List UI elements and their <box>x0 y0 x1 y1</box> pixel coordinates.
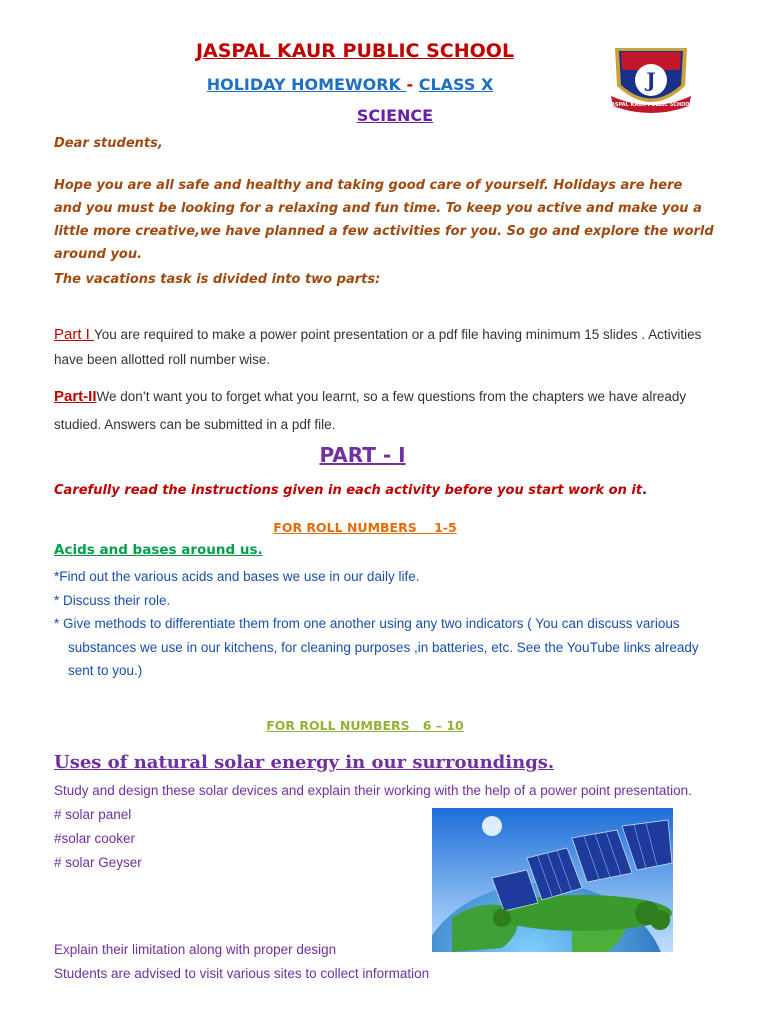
logo-letter: J <box>646 68 656 92</box>
homework-class-line <box>0 75 700 94</box>
part2-text: We don’t want you to forget what you learnt, so a few questions from the chapters we have already studied. Answers can be submitted in a pdf file. <box>54 389 687 432</box>
part2-label: Part-II <box>54 388 97 405</box>
part1-label: Part I <box>54 326 95 343</box>
part1-description <box>54 322 714 372</box>
list-item: *Find out the various acids and bases we use in our daily life. <box>54 569 420 584</box>
advice-text: Students are advised to visit various sites to collect information <box>54 966 430 981</box>
careful-text: Carefully read the instructions given in each activity before you start work on it <box>54 483 643 498</box>
homework-dash: - <box>406 75 414 94</box>
roll-heading-1-5: FOR ROLL NUMBERS 1-5 <box>273 520 457 535</box>
part2-description <box>54 383 714 439</box>
intro-paragraph: Hope you are all safe and healthy and taking good care of yourself. Holidays are here and you must be looking for a relaxing and fun time. To keep you active and make you a little more creative,we have planned a few activities for you. So go and explore the world around you. <box>54 178 714 262</box>
logo-text: JASPAL KAUR PUBLIC SCHOOL <box>609 102 693 108</box>
school-title: JASPAL KAUR PUBLIC SCHOOL <box>195 40 515 62</box>
list-item: # solar Geyser <box>54 855 142 870</box>
acids-bases-title: Acids and bases around us. <box>54 542 263 558</box>
solar-energy-title: Uses of natural solar energy in our surroundings. <box>54 752 555 773</box>
solar-panels-earth-image <box>432 808 673 952</box>
greeting: Dear students, <box>54 136 163 151</box>
part1-text: You are required to make a power point presentation or a pdf file having minimum 15 slides . Activities have been allotted roll number wise. <box>54 327 702 367</box>
list-item: #solar cooker <box>54 831 136 846</box>
list-item: * Discuss their role. <box>54 592 171 608</box>
solar-intro: Study and design these solar devices and explain their working with the help of a power point presentation. <box>54 783 692 798</box>
subject-title: SCIENCE <box>356 106 434 125</box>
list-item: * Give methods to differentiate them from one another using any two indicators ( You can discuss various substances we use in our kitchens, for cleaning purposes ,in batteries, etc. See the YouTube links already sent to you.) <box>54 616 699 678</box>
roll-heading-6-10: FOR ROLL NUMBERS 6 – 10 <box>266 718 464 733</box>
limitation-text: Explain their limitation along with proper design <box>54 942 337 957</box>
school-logo <box>605 40 697 116</box>
part-heading: PART - I <box>319 443 406 467</box>
careful-note <box>54 483 734 498</box>
acids-bases-list <box>54 565 714 683</box>
homework-label: HOLIDAY HOMEWORK <box>206 75 407 94</box>
careful-dot: . <box>642 483 647 498</box>
list-item: # solar panel <box>54 807 132 822</box>
task-division: The vacations task is divided into two parts: <box>54 272 381 287</box>
class-label: CLASS X <box>418 75 494 94</box>
